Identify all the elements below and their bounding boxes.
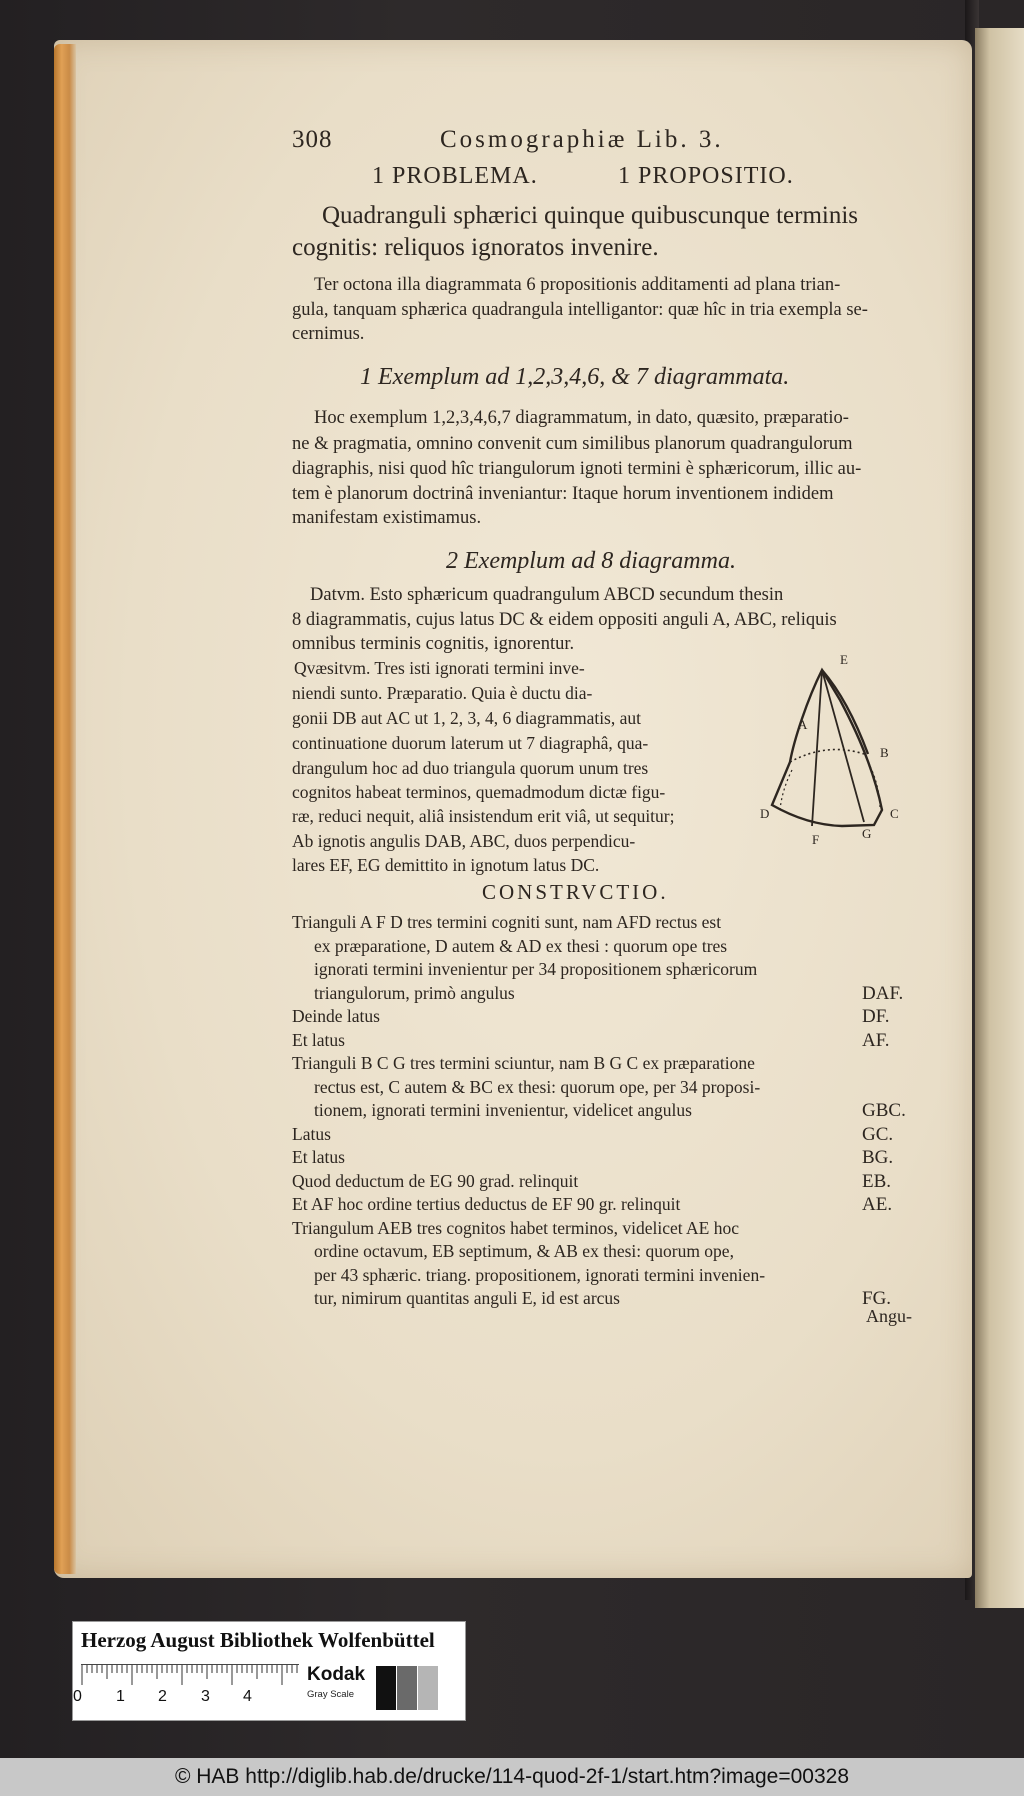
- quaesitum-line: lares EF, EG demittito in ignotum latus DC.: [292, 855, 600, 875]
- quaesitum-line: niendi sunto. Præparatio. Quia è ductu dia-: [292, 683, 593, 703]
- constructio-result: GBC.: [862, 1100, 906, 1121]
- page-number: 308: [292, 126, 333, 153]
- diagram-label: A: [798, 717, 808, 732]
- kodak-brand: Kodak: [307, 1664, 366, 1685]
- constructio-result: BG.: [862, 1147, 894, 1168]
- kodak-gray-scale: [302, 1664, 452, 1712]
- quaesitum-line: Ab ignotis angulis DAB, ABC, duos perpendicu-: [292, 831, 636, 851]
- datum-line: Datvm. Esto sphæricum quadrangulum ABCD secundum thesin: [310, 585, 784, 605]
- constructio-line: Et latus: [292, 1029, 345, 1050]
- quaesitum-line: ræ, reduci nequit, aliâ insistendum erit viâ, ut sequitur;: [292, 806, 675, 826]
- scale-number: 2: [158, 1688, 167, 1705]
- scale-number: 1: [116, 1688, 125, 1705]
- scale-number: 4: [243, 1688, 252, 1705]
- diagram-dotted-left: [780, 770, 792, 810]
- quaesitum-line: Qvæsitvm. Tres isti ignorati termini inve-: [294, 658, 585, 678]
- constructio-result: AF.: [862, 1029, 890, 1051]
- quaesitum-line: gonii DB aut AC ut 1, 2, 3, 4, 6 diagrammatis, aut: [292, 708, 642, 728]
- statement-line: Quadranguli sphærici quinque quibuscunque terminis: [322, 202, 859, 229]
- color-reference-card: [72, 1621, 466, 1721]
- constructio-title: CONSTRVCTIO.: [482, 880, 669, 904]
- example1-line: Hoc exemplum 1,2,3,4,6,7 diagrammatum, in dato, quæsito, præparatio-: [314, 408, 849, 428]
- diagram-line-eg: [822, 670, 864, 822]
- quaesitum-line: drangulum hoc ad duo triangula quorum unum tres: [292, 758, 649, 778]
- constructio-line: per 43 sphæric. triang. propositionem, ignorati termini invenien-: [314, 1264, 766, 1285]
- diagram-label: E: [840, 652, 848, 667]
- constructio-result: EB.: [862, 1170, 892, 1192]
- problem-heading: 1 PROBLEMA.: [372, 163, 538, 189]
- diagram-label: B: [880, 745, 889, 760]
- diagram-label: F: [812, 832, 820, 847]
- diagram-line-ef: [812, 670, 822, 826]
- running-title: Cosmographiæ Lib. 3.: [440, 126, 724, 153]
- constructio-line: Et AF hoc ordine tertius deductus de EF 90 gr. relinquit: [292, 1194, 681, 1214]
- scale-number: 3: [201, 1688, 210, 1705]
- gray-swatch-dark: [397, 1666, 417, 1710]
- example2-title: 2 Exemplum ad 8 diagramma.: [446, 548, 736, 574]
- card-title: Herzog August Bibliothek Wolfenbüttel: [81, 1628, 435, 1652]
- constructio-result: DAF.: [862, 982, 904, 1004]
- constructio-line: Trianguli A F D tres termini cogniti sunt, nam AFD rectus est: [292, 912, 722, 932]
- example1-line: diagraphis, nisi quod hîc triangulorum ignoti termini è sphæricorum, illic au-: [292, 459, 862, 479]
- constructio-line: Latus: [292, 1123, 331, 1144]
- example1-line: manifestam existimamus.: [292, 508, 482, 528]
- diagram-label: D: [760, 806, 770, 821]
- ruler-ticks: [81, 1665, 299, 1689]
- constructio-result: FG.: [862, 1288, 892, 1309]
- constructio-line: ignorati termini invenientur per 34 propositionem sphæricorum: [314, 959, 758, 979]
- quaesitum-line: cognitos habeat terminos, quemadmodum dictæ figu-: [292, 782, 666, 802]
- datum-line: omnibus terminis cognitis, ignorentur.: [292, 634, 575, 654]
- catchword: Angu-: [866, 1306, 912, 1326]
- constructio-line: Quod deductum de EG 90 grad. relinquit: [292, 1170, 579, 1191]
- quaesitum-line: continuatione duorum laterum ut 7 diagraphâ, qua-: [292, 733, 649, 753]
- page-edge: [54, 44, 76, 1574]
- diagram-label: G: [862, 826, 872, 841]
- example1-line: tem è planorum doctrinâ inveniantur: Itaque horum inventionem indidem: [292, 484, 834, 504]
- gray-swatch-light: [418, 1666, 438, 1710]
- gray-swatch-black: [376, 1666, 396, 1710]
- constructio-line: Triangulum AEB tres cognitos habet terminos, videlicet AE hoc: [292, 1217, 740, 1238]
- constructio-result: GC.: [862, 1123, 894, 1145]
- constructio-line: ex præparatione, D autem & AD ex thesi : quorum ope tres: [314, 935, 728, 956]
- intro-line: gula, tanquam sphærica quadrangula intelligantor: quæ hîc in tria exempla se-: [292, 300, 868, 320]
- intro-line: Ter octona illa diagrammata 6 propositionis additamenti ad plana trian-: [314, 275, 841, 295]
- constructio-line: Et latus: [292, 1147, 345, 1167]
- facing-page-edge: [975, 28, 1024, 1608]
- intro-line: cernimus.: [292, 324, 365, 344]
- constructio-line: Deinde latus: [292, 1006, 380, 1026]
- diagram-label: C: [890, 806, 899, 821]
- statement-line: cognitis: reliquos ignoratos invenire.: [292, 234, 659, 261]
- constructio-line: tionem, ignorati termini invenientur, videlicet angulus: [314, 1100, 692, 1120]
- constructio-line: ordine octavum, EB septimum, & AB ex thesi: quorum ope,: [314, 1241, 734, 1261]
- example1-line: ne & pragmatia, omnino convenit cum similibus planorum quadrangulorum: [292, 434, 853, 454]
- constructio-line: tur, nimirum quantitas anguli E, id est arcus: [314, 1288, 620, 1308]
- constructio-line: rectus est, C autem & BC ex thesi: quorum ope, per 34 proposi-: [314, 1076, 761, 1097]
- constructio-result: AE.: [862, 1194, 893, 1215]
- spherical-quadrangle-diagram: [752, 650, 922, 850]
- diagram-arc-ab: [790, 750, 864, 763]
- constructio-line: triangulorum, primò angulus: [314, 982, 515, 1003]
- constructio-result: DF.: [862, 1006, 890, 1027]
- example1-title: 1 Exemplum ad 1,2,3,4,6, & 7 diagrammata.: [360, 364, 790, 390]
- copyright-footer: © HAB http://diglib.hab.de/drucke/114-quod-2f-1/start.htm?image=00328: [0, 1758, 1024, 1796]
- scale-ruler: [81, 1664, 299, 1689]
- constructio-line: Trianguli B C G tres termini sciuntur, nam B G C ex præparatione: [292, 1053, 755, 1073]
- datum-line: 8 diagrammatis, cujus latus DC & eidem oppositi anguli A, ABC, reliquis: [292, 610, 837, 630]
- proposition-heading: 1 PROPOSITIO.: [618, 163, 794, 189]
- scale-number: 0: [73, 1688, 82, 1705]
- kodak-subtitle: Gray Scale: [307, 1689, 354, 1700]
